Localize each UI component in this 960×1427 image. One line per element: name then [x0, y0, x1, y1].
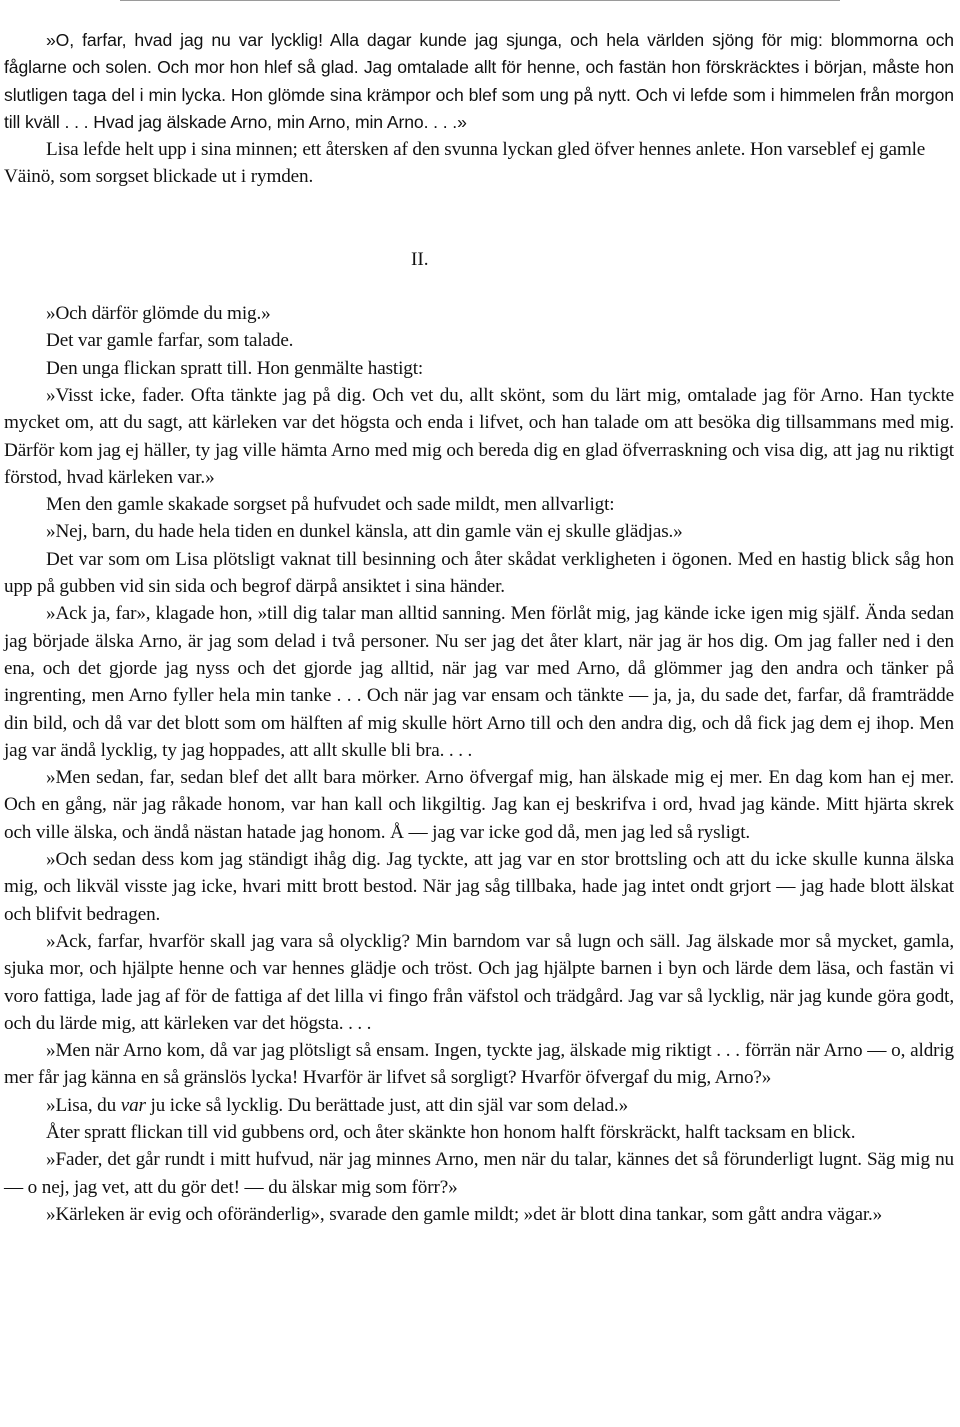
paragraph-13: »Ack, farfar, hvarför skall jag vara så olycklig? Min barndom var så lugn och säll. Jag älskade mor så mycket, gamla, sjuka mor, och hjälpte henne och var hennes glädje och tröst. Och jag hjälpte barnen i byn och lärde dem läsa, och fastän vi voro fattiga, lade jag af för de fattiga af det lilla vi fingo från väfstol och trädgård. Jag var så lycklig, när jag kunde göra godt, och du lärde mig, att kärleken var det högsta. . . . — [4, 930, 954, 1034]
paragraph-16: Åter spratt flickan till vid gubbens ord, och åter skänkte hon honom halft förskräckt, halft tacksam en blick. — [46, 1121, 856, 1143]
heading-gap — [4, 273, 954, 300]
document-page — [4, 27, 954, 1228]
paragraph-2: Lisa lefde helt upp i sina minnen; ett återsken af den svunna lyckan gled öfver hennes anlete. Hon varseblef ej gamle Väinö, som sorgset blickade ut i rymden. — [4, 139, 926, 188]
top-rule — [120, 0, 840, 1]
paragraph-3: »Och därför glömde du mig.» — [46, 303, 271, 325]
paragraph-11: »Men sedan, far, sedan blef det allt bara mörker. Arno öfvergaf mig, han älskade mig ej mer. En dag kom han ej mer. Och en gång, när jag råkade honom, var han kall och likgiltig. Jag kan ej beskrifva i ord, hvad jag kände. Mitt hjärta skrek och ville älska, och ändå nästan hatade jag honom. Å — jag var icke god då, men jag led så rysligt. — [4, 767, 954, 843]
paragraph-15 — [4, 1092, 954, 1119]
paragraph-4: Det var gamle farfar, som talade. — [46, 330, 294, 352]
section-heading: II. — [411, 248, 429, 270]
paragraph-18: »Kärleken är evig och oföränderlig», svarade den gamle mildt; »det är blott dina tankar, som gått andra vägar.» — [46, 1203, 883, 1225]
paragraph-14: »Men när Arno kom, då var jag plötsligt så ensam. Ingen, tyckte jag, älskade mig riktigt . . . förrän när Arno — o, aldrig mer får jag känna en så gränslös lycka! Hvarför är lifvet så sorgligt? Hvarför öfvergaf du mig, Arno?» — [4, 1040, 954, 1089]
paragraph-5: Den unga flickan spratt till. Hon genmälte hastigt: — [46, 357, 424, 379]
paragraph-15-before: »Lisa, du — [46, 1094, 121, 1116]
paragraph-12: »Och sedan dess kom jag ständigt ihåg dig. Jag tyckte, att jag var en stor brottsling och att du icke skulle kunna älska mig, och likväl visste jag icke, hvari mitt brott bestod. När jag såg tillbaka, hade jag intet ondt grjort — jag hade blott älskat och blifvit bedragen. — [4, 849, 954, 925]
paragraph-8: »Nej, barn, du hade hela tiden en dunkel känsla, att din gamle vän ej skulle glädjas.» — [46, 521, 683, 543]
paragraph-7: Men den gamle skakade sorgset på hufvudet och sade mildt, men allvarligt: — [46, 494, 615, 516]
paragraph-15-after: ju icke så lycklig. Du berättade just, att din själ var som delad.» — [145, 1094, 629, 1116]
paragraph-6: »Visst icke, fader. Ofta tänkte jag på dig. Och vet du, allt skönt, som du lärt mig, omtalade jag för Arno. Han tyckte mycket om, att du sagt, att kärleken var det högsta och enda i lifvet, och han talade om att besöka dig tillsammans med mig. Därför kom jag ej häller, ty jag ville hämta Arno med mig och bereda dig en glad öfverraskning och visa dig, att jag nu riktigt förstod, hvad kärleken var.» — [4, 384, 954, 488]
section-gap — [4, 191, 954, 246]
paragraph-9: Det var som om Lisa plötsligt vaknat till besinning och åter skådat verkligheten i ögonen. Med en hastig blick såg hon upp på gubben vid sin sida och begrof därpå ansiktet i sina händer. — [4, 548, 954, 598]
paragraph-10: »Ack ja, far», klagade hon, »till dig talar man alltid sanning. Men förlåt mig, jag kände icke igen mig själf. Ända sedan jag började älska Arno, är jag som delad i två personer. Nu ser jag det åter klart, när jag är hos dig. Om jag faller ned i den ena, och det gjorde jag nyss och det gjorde jag alltid, när jag var med Arno, då glömmer jag den andra och tänker på ingrenting, men Arno fyller hela min tanke . . . Och när jag var ensam och tänkte — ja, ja, du sade det, farfar, då framträdde din bild, och då var det blott som om hälften af mig skulle hört Arno till och den andra dig, och då fick jag dem ej ihop. Men jag var ändå lycklig, ty jag hoppades, att allt skulle bli bra. . . . — [4, 603, 954, 761]
paragraph-1: »O, farfar, hvad jag nu var lycklig! Alla dagar kunde jag sjunga, och hela världen sjöng för mig: blommorna och fåglarne och solen. Och mor hon hlef så glad. Jag omtalade allt för henne, och fastän hon förskräcktes i början, måste hon slutligen taga del i min lycka. Hon glömde sina krämpor och blef som ung på nytt. Och vi lefde som i himmelen från morgon till kväll . . . Hvad jag älskade Arno, min Arno, min Arno. . . .» — [4, 30, 954, 132]
paragraph-17: »Fader, det går rundt i mitt hufvud, när jag minnes Arno, men när du talar, kännes det så förunderligt lugnt. Säg mig nu — o nej, jag vet, att du gör det! — du älskar mig som förr?» — [4, 1149, 954, 1198]
paragraph-15-emphasis: var — [120, 1094, 146, 1116]
